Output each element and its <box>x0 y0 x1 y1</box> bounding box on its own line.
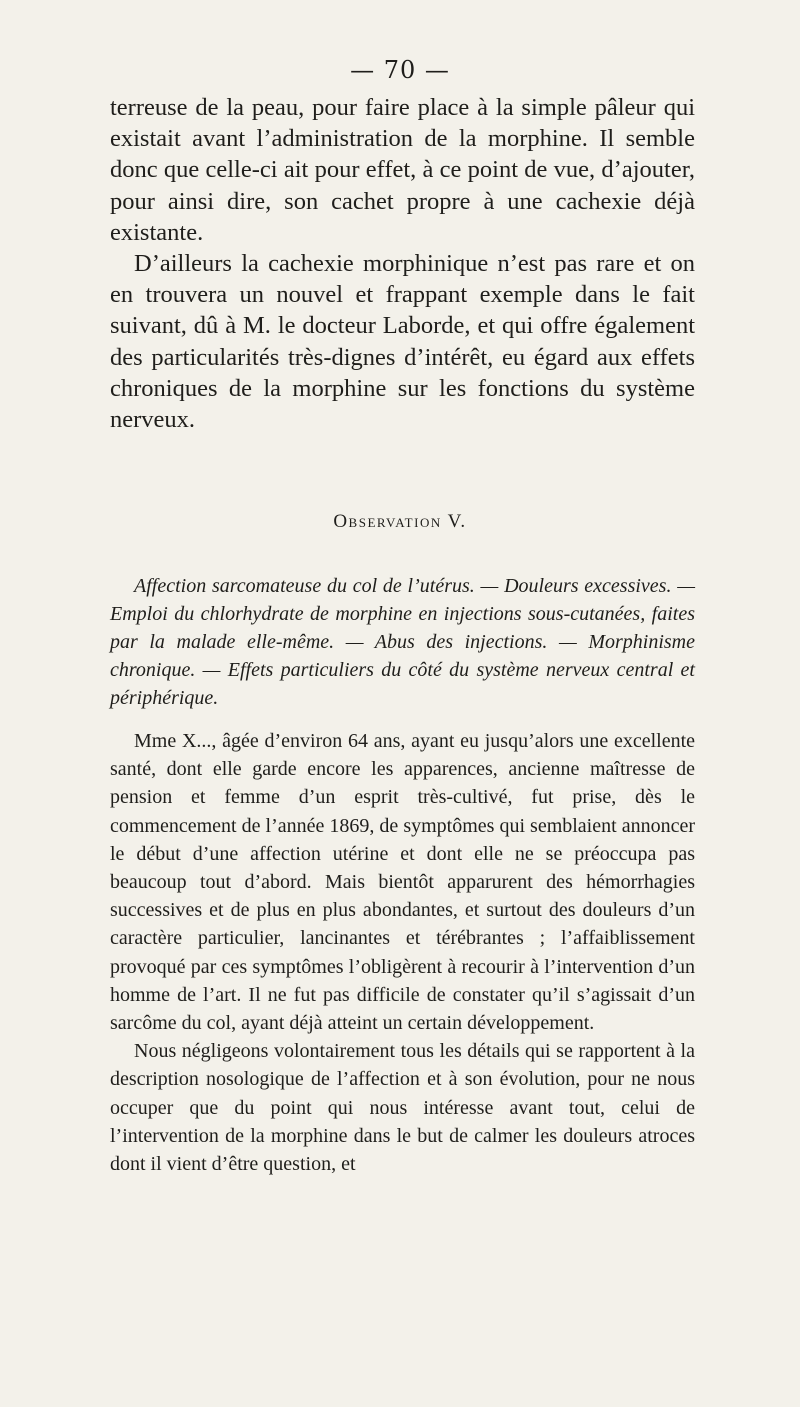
paragraph-2: D’ailleurs la cachexie morphinique n’est pas rare et on en trouvera un nouvel et frappant exemple dans le fait suivant, dû à M. le docteur Laborde, et qui offre également des particularités très-dignes d’intérêt, eu égard aux effets chroniques de la morphine sur les fonctions du système nerveux. <box>110 250 695 434</box>
case-text <box>110 727 695 1178</box>
observation-summary: Affection sarcomateuse du col de l’utérus. — Douleurs excessives. — Emploi du chlorhydrate de morphine en injections sous-cutanées, faites par la malade elle-même. — Abus des injections. — Morphinisme chronique. — Effets particuliers du côté du système nerveux central et périphérique. <box>110 575 695 709</box>
observation-title: Observation V. <box>333 511 467 532</box>
intro-text <box>110 92 695 435</box>
case-paragraph-1: Mme X..., âgée d’environ 64 ans, ayant eu jusqu’alors une excellente santé, dont elle garde encore les apparences, ancienne maîtresse de pension et femme d’un esprit très-cultivé, fut prise, dès le commencement de l’année 1869, de symptômes qui semblaient annoncer le début d’une affection utérine et dont elle ne se préoccupa pas beaucoup tout d’abord. Mais bientôt apparurent des hémorrhagies successives et de plus en plus abondantes, et surtout des douleurs d’un caractère particulier, lancinantes et térébrantes ; l’affaiblissement provoqué par ces symptômes l’obligèrent à recourir à l’intervention d’un homme de l’art. Il ne fut pas difficile de constater qu’il s’agissait d’un sarcôme du col, ayant déjà atteint un certain développement. <box>110 730 695 1035</box>
page-number: — 70 — <box>350 56 450 84</box>
case-paragraph-2: Nous négligeons volontairement tous les détails qui se rapportent à la description nosologique de l’affection et à son évolution, pour ne nous occuper que du point qui nous intéresse avant tout, celui de l’intervention de la morphine dans le but de calmer les douleurs atroces dont il vient d’être question, et <box>110 1040 695 1176</box>
paragraph-1: terreuse de la peau, pour faire place à la simple pâleur qui existait avant l’administration de la morphine. Il semble donc que celle-ci ait pour effet, à ce point de vue, d’ajouter, pour ainsi dire, son cachet propre à une cachexie déjà existante. <box>110 94 695 246</box>
